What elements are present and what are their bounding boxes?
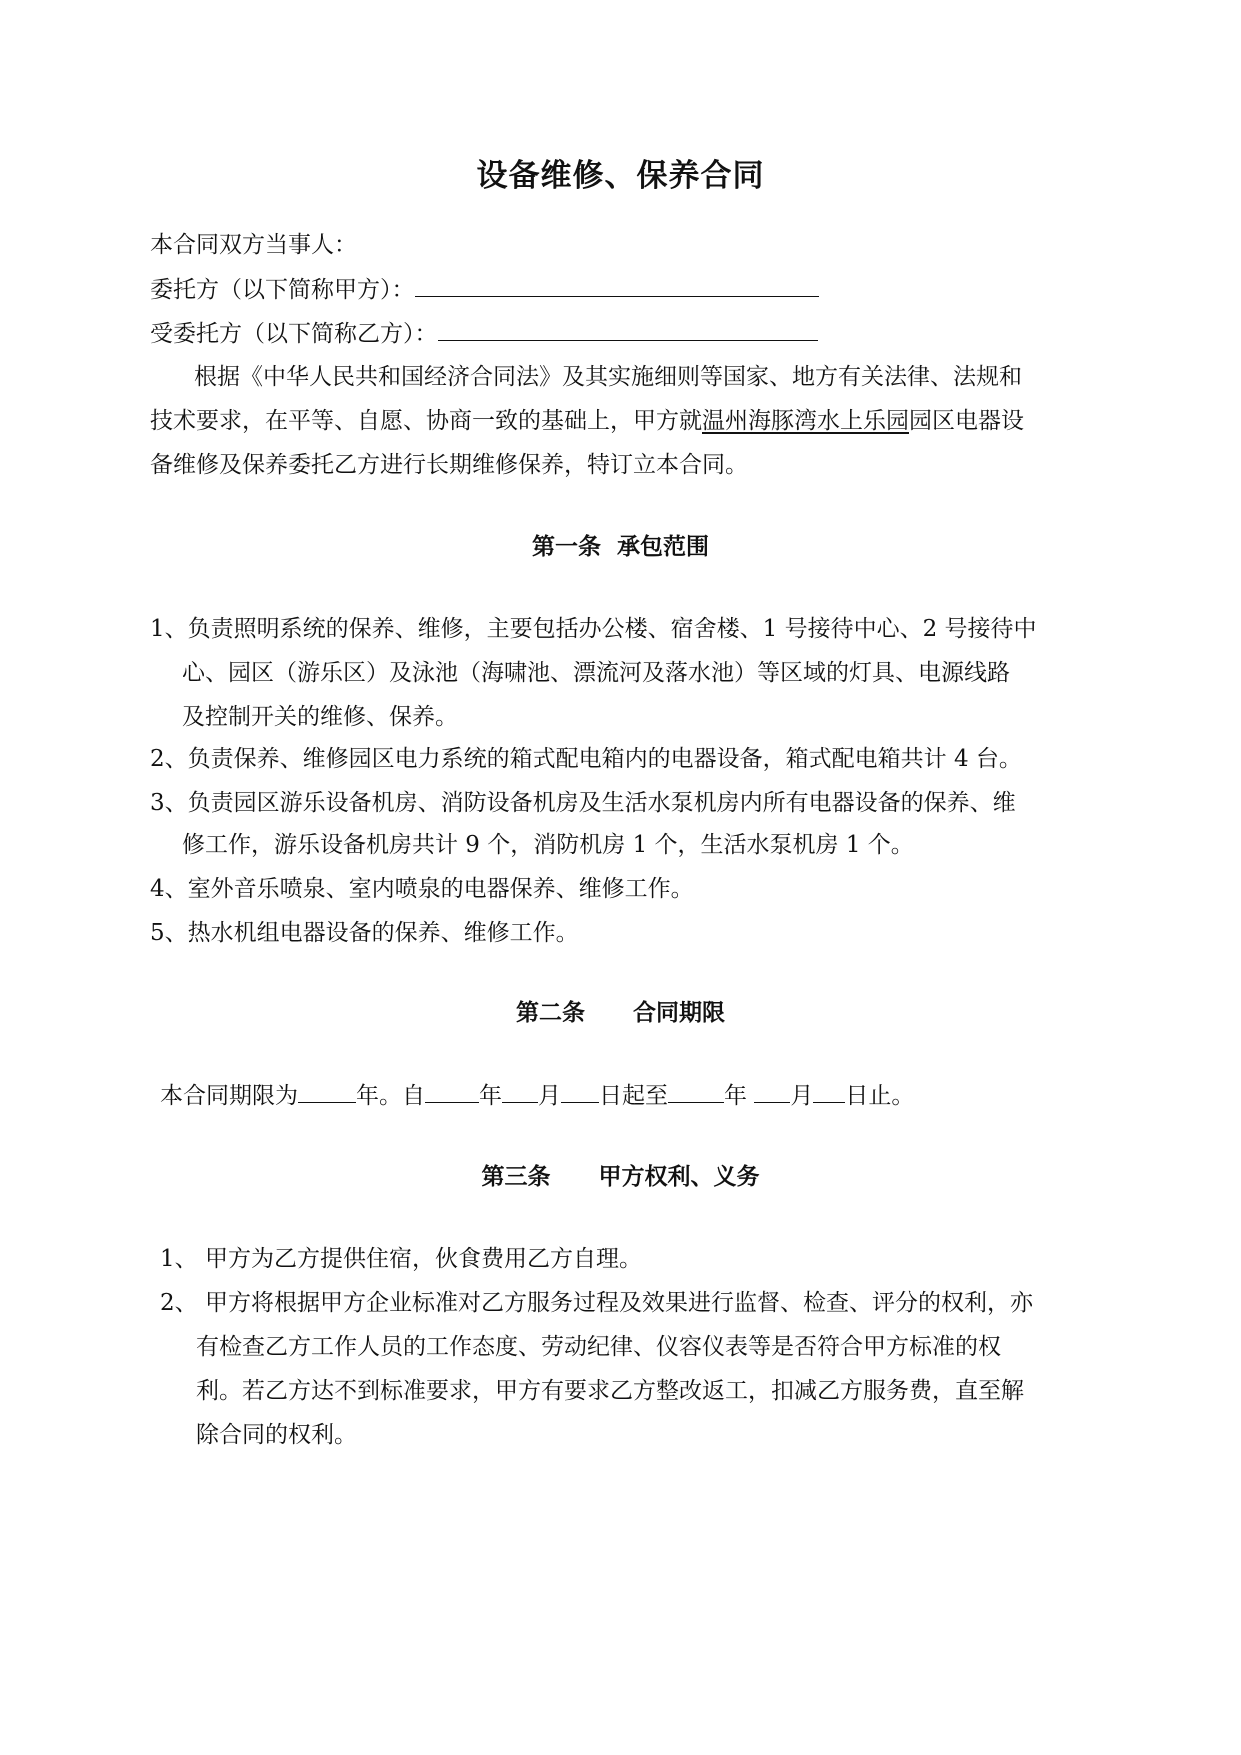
article-1-item: 5、热水机组电器设备的保养、维修工作。 [150,920,579,946]
start-year-blank[interactable] [425,1080,479,1103]
article-1-item: 3、负责园区游乐设备机房、消防设备机房及生活水泵机房内所有电器设备的保养、维 [150,790,1016,816]
park-name: 温州海豚湾水上乐园 [702,408,909,434]
preamble-line-2-pre: 技术要求，在平等、自愿、协商一致的基础上，甲方就 [150,408,702,434]
article-1-item: 2、负责保养、维修园区电力系统的箱式配电箱内的电器设备，箱式配电箱共计 4 台。 [150,746,1022,772]
party-b-label: 受委托方（以下简称乙方）： [150,321,438,347]
preamble-line-2-post: 园区电器设 [909,408,1024,434]
end-month-blank[interactable] [754,1080,790,1103]
start-day-blank[interactable] [561,1080,599,1103]
term-text: 本合同期限为 [160,1083,298,1109]
term-text: 年 [479,1083,502,1109]
preamble-line-1: 根据《中华人民共和国经济合同法》及其实施细则等国家、地方有关法律、法规和 [194,364,1022,390]
party-b-blank[interactable] [438,318,818,341]
article-3-item: 利。若乙方达不到标准要求，甲方有要求乙方整改返工，扣减乙方服务费，直至解 [196,1378,1024,1404]
article-1-item: 修工作，游乐设备机房共计 9 个，消防机房 1 个，生活水泵机房 1 个。 [182,832,914,858]
article-1-item: 及控制开关的维修、保养。 [182,704,458,730]
article-1-item: 4、室外音乐喷泉、室内喷泉的电器保养、维修工作。 [150,876,694,902]
end-day-blank[interactable] [813,1080,845,1103]
contract-term-row [160,1080,914,1111]
article-3-item: 有检查乙方工作人员的工作态度、劳动纪律、仪容仪表等是否符合甲方标准的权 [196,1334,1001,1360]
term-text: 月 [790,1083,814,1109]
document-title: 设备维修、保养合同 [476,158,765,194]
party-a-label: 委托方（以下简称甲方）： [150,277,415,303]
term-years-blank[interactable] [298,1080,356,1103]
term-text: 日起至 [599,1083,668,1109]
party-b-row [150,318,818,349]
term-text: 年 [724,1083,755,1109]
start-month-blank[interactable] [502,1080,538,1103]
party-a-row [150,274,819,305]
end-year-blank[interactable] [668,1080,724,1103]
term-text: 年。自 [356,1083,425,1109]
preamble-line-3: 备维修及保养委托乙方进行长期维修保养，特订立本合同。 [150,452,748,478]
party-a-blank[interactable] [415,274,819,297]
article-1-item: 1、负责照明系统的保养、维修，主要包括办公楼、宿舍楼、1 号接待中心、2 号接待中 [150,616,1037,642]
article-1-heading: 第一条 承包范围 [531,534,709,560]
term-text: 月 [538,1083,561,1109]
article-3-item: 2、 甲方将根据甲方企业标准对乙方服务过程及效果进行监督、检查、评分的权利，亦 [160,1290,1033,1316]
article-3-item: 1、 甲方为乙方提供住宿，伙食费用乙方自理。 [160,1246,642,1272]
preamble-line-2 [150,406,1024,436]
article-3-heading: 第三条 甲方权利、义务 [481,1164,760,1190]
article-2-heading: 第二条 合同期限 [515,1000,726,1026]
term-text: 日止。 [845,1083,915,1109]
parties-intro: 本合同双方当事人： [150,232,357,258]
article-1-item: 心、园区（游乐区）及泳池（海啸池、漂流河及落水池）等区域的灯具、电源线路 [182,660,1010,686]
article-3-item: 除合同的权利。 [196,1422,357,1448]
